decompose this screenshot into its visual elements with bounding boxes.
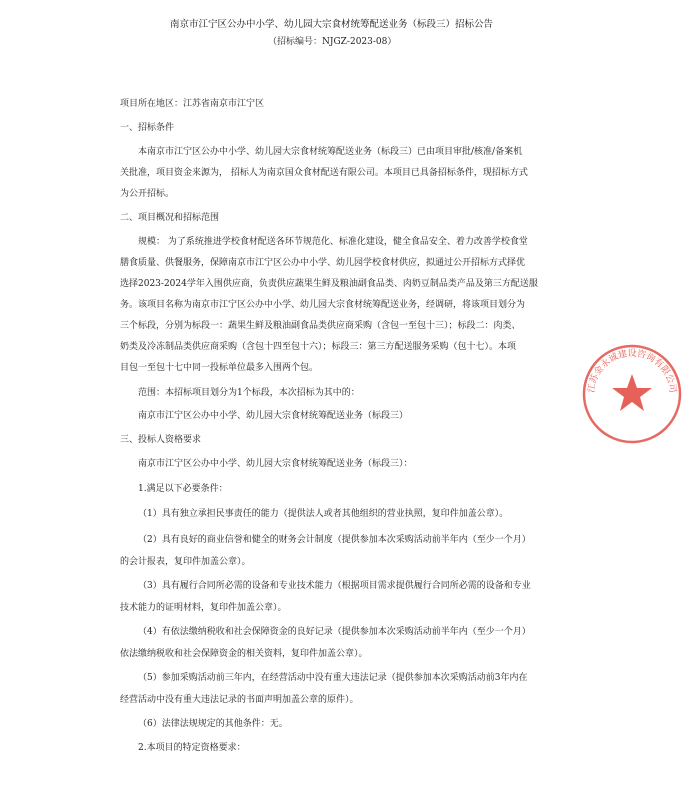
condition-7: 2.本项目的特定资格要求：: [138, 743, 246, 753]
section-3-heading: 三、投标人资格要求: [120, 435, 202, 445]
condition-6: （6）法律法规规定的其他条件：无。: [138, 719, 288, 729]
paragraph-line: 膳食质量、供餐服务，保障南京市江宁区公办中小学、幼儿园学校食材供应，拟通过公开招标方式择优: [120, 258, 526, 268]
scope-line: 范围：本招标项目划分为1个标段，本次招标为其中的：: [138, 388, 360, 398]
condition-5: （5）参加采购活动前三年内，在经营活动中没有重大违法记录（提供参加本次采购活动前3年内在: [138, 673, 528, 683]
paragraph-line: 规模： 为了系统推进学校食材配送各环节规范化、标准化建设，健全食品安全、着力改善学校食堂: [138, 237, 528, 247]
condition-3: （3）具有履行合同所必需的设备和专业技术能力（根据项目需求提供履行合同所必需的设备和专业: [138, 581, 531, 591]
seal-star-icon: [612, 374, 652, 411]
document-title: 南京市江宁区公办中小学、幼儿园大宗食材统筹配送业务（标段三）招标公告: [170, 19, 494, 30]
paragraph-line: 关批准，项目资金来源为， 招标人为南京国众食材配送有限公司。本项目已具备招标条件，现招标方式: [120, 168, 528, 178]
condition-4: （4）有依法缴纳税收和社会保障资金的良好记录（提供参加本次采购活动前半年内（至少一个月）: [138, 627, 531, 637]
paragraph-line: 目包一至包十七中同一投标单位最多入围两个包。: [120, 363, 319, 373]
condition-2-cont: 的会计报表，复印件加盖公章）。: [120, 557, 251, 567]
section-name: 南京市江宁区公办中小学、幼儿园大宗食材统筹配送业务（标段三）: [138, 411, 409, 421]
condition-4-cont: 依法缴纳税收和社会保障资金的相关资料，复印件加盖公章）。: [120, 649, 368, 659]
company-seal: [580, 342, 684, 446]
condition-2: （2）具有良好的商业信誉和健全的财务会计制度（提供参加本次采购活动前半年内（至少一个月）: [138, 535, 531, 545]
paragraph-line: 选择2023-2024学年入围供应商，负责供应蔬果生鲜及粮油副食品类、肉奶豆制品类产品及第三方配送服: [120, 279, 538, 289]
paragraph-line: 奶类及冷冻制品类供应商采购（含包十四至包十六）；标段三：第三方配送服务采购（包十七）。本项: [120, 342, 517, 352]
bid-number: （招标编号：NJGZ-2023-08）: [268, 37, 397, 47]
seal-text: 江苏金永诚建设咨询有限公司: [586, 349, 678, 394]
condition-1: （1）具有独立承担民事责任的能力（提供法人或者其他组织的营业执照，复印件加盖公章）。: [138, 509, 509, 519]
paragraph-line: 南京市江宁区公办中小学、幼儿园大宗食材统筹配送业务（标段三）：: [138, 459, 413, 469]
paragraph-line: 为公开招标。: [120, 189, 175, 199]
condition-5-cont: 经营活动中没有重大违法记录的书面声明加盖公章的原件）。: [120, 695, 359, 705]
section-2-heading: 二、项目概况和招标范围: [120, 213, 220, 223]
paragraph-line: 本南京市江宁区公办中小学、幼儿园大宗食材统筹配送业务（标段三）已由项目审批/核准/备案机: [138, 147, 523, 157]
project-location: 项目所在地区：江苏省南京市江宁区: [120, 99, 265, 109]
condition-3-cont: 技术能力的证明材料，复印件加盖公章）。: [120, 603, 287, 613]
paragraph-line: 三个标段，分别为标段一：蔬果生鲜及粮油副食品类供应商采购（含包一至包十三）；标段二：肉类、: [120, 321, 521, 331]
paragraph-line: 务。该项目名称为南京市江宁区公办中小学、幼儿园大宗食材统筹配送业务，经调研，将该项目划分为: [120, 300, 526, 310]
requirement-title: 1.满足以下必要条件：: [138, 484, 228, 494]
section-1-heading: 一、招标条件: [120, 123, 175, 133]
